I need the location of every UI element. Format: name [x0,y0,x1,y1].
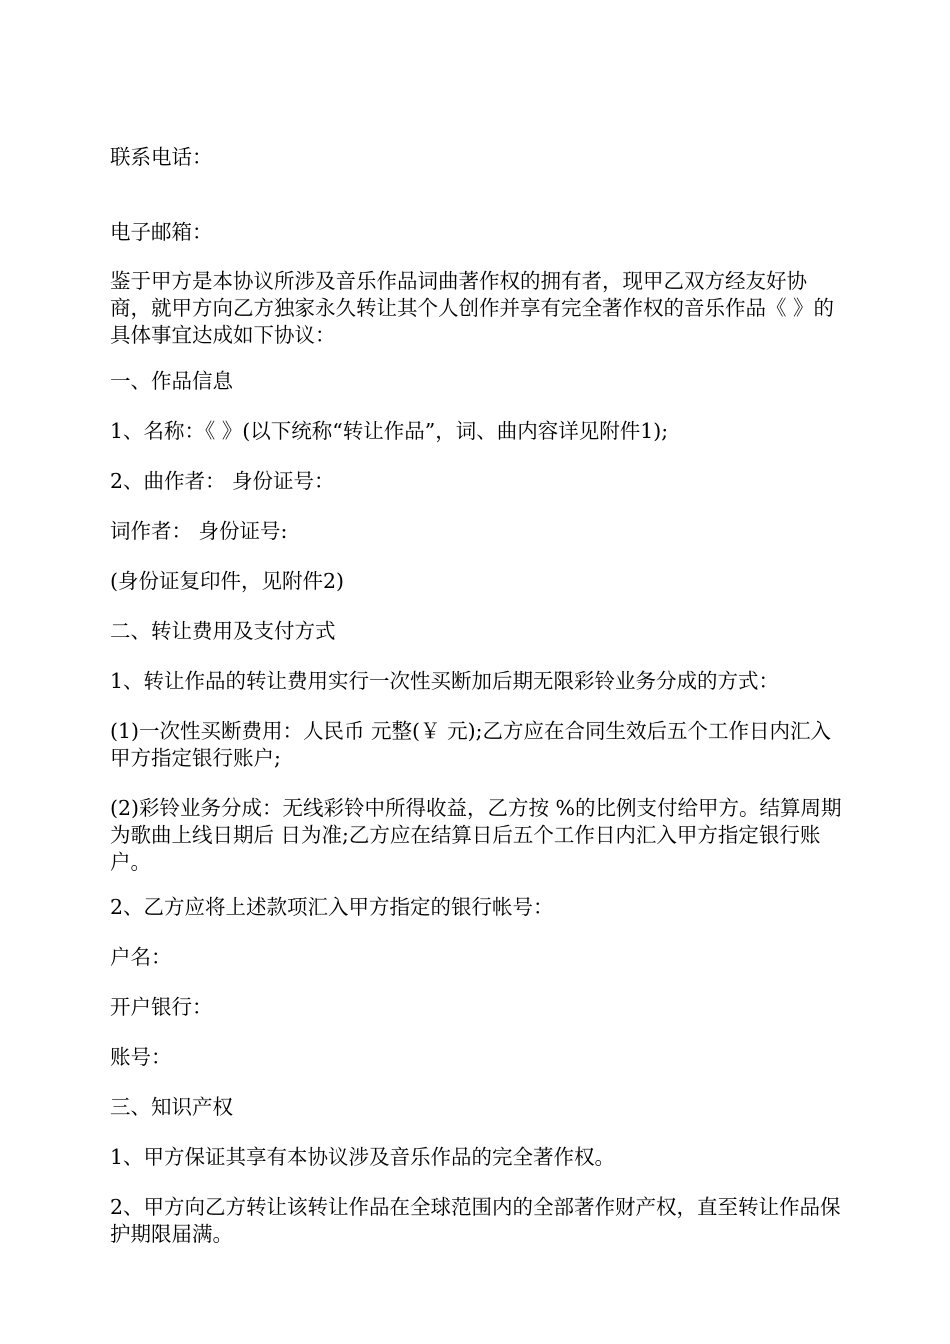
clause-id-copy-note: (身份证复印件，见附件2) [110,569,345,593]
clause-fee-method: 1、转让作品的转让费用实行一次性买断加后期无限彩铃业务分成的方式： [110,669,780,693]
clause-ringtone-share: (2)彩铃业务分成：无线彩铃中所得收益，乙方按 %的比例支付给甲方。结算周期为歌曲上线日期后 日为准;乙方应在结算日后五个工作日内汇入甲方指定银行账户。 [110,796,842,874]
account-number-label: 账号： [110,1045,172,1069]
section-heading-ip: 三、知识产权 [110,1095,233,1119]
section-heading-work-info: 一、作品信息 [110,369,233,393]
clause-work-name: 1、名称：《 》(以下统称“转让作品”，词、曲内容详见附件1); [110,419,669,443]
bank-name-label: 开户银行： [110,995,213,1019]
clause-copyright-guarantee: 1、甲方保证其享有本协议涉及音乐作品的完全著作权。 [110,1145,616,1169]
section-heading-fees-payment: 二、转让费用及支付方式 [110,619,336,643]
clause-one-time-fee: (1)一次性买断费用：人民币 元整(￥ 元);乙方应在合同生效后五个工作日内汇入甲方指定银行账户; [110,719,831,770]
contact-phone-label: 联系电话： [110,145,213,169]
clause-copyright-transfer: 2、甲方向乙方转让该转让作品在全球范围内的全部著作财产权，直至转让作品保护期限届满。 [110,1195,841,1246]
clause-bank-transfer: 2、乙方应将上述款项汇入甲方指定的银行帐号： [110,895,554,919]
clause-lyricist: 词作者： 身份证号: [110,519,288,543]
email-label: 电子邮箱： [110,220,213,244]
preamble-paragraph: 鉴于甲方是本协议所涉及音乐作品词曲著作权的拥有者，现甲乙双方经友好协商，就甲方向乙方独家永久转让其个人创作并享有完全著作权的音乐作品《 》的具体事宜达成如下协议： [110,269,835,347]
clause-composer: 2、曲作者： 身份证号： [110,469,335,493]
account-name-label: 户名： [110,945,172,969]
